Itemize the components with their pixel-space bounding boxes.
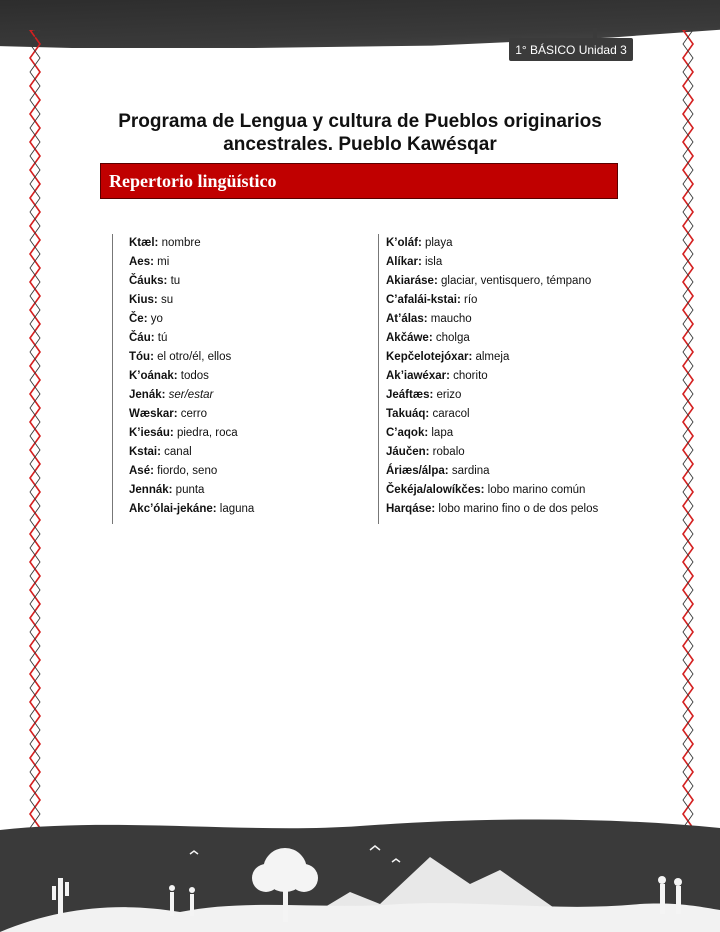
vocabulary-definition: mi <box>157 256 170 268</box>
vocabulary-definition: tú <box>157 332 168 344</box>
vocabulary-term: Áriæs/álpa: <box>386 465 449 477</box>
page-title-line-2: ancestrales. Pueblo Kawésqar <box>223 134 497 155</box>
vocabulary-term: Jeáftæs: <box>386 389 434 401</box>
vocabulary-definition: lobo marino fino o de dos pelos <box>438 503 599 515</box>
vocabulary-term: Asé: <box>129 465 154 477</box>
vocabulary-definition: nombre <box>161 237 201 249</box>
vocabulary-entry <box>386 464 676 483</box>
vocabulary-entry <box>386 293 676 312</box>
right-column-divider <box>378 234 379 524</box>
vocabulary-left-column <box>129 236 369 521</box>
vocabulary-definition: cholga <box>435 332 470 344</box>
vocabulary-definition: robalo <box>432 446 465 458</box>
vocabulary-definition: chorito <box>453 370 488 382</box>
vocabulary-definition: isla <box>425 256 443 268</box>
vocabulary-entry <box>386 350 676 369</box>
section-banner: Repertorio lingüístico <box>100 163 618 199</box>
vocabulary-entry <box>386 331 676 350</box>
vocabulary-term: Jáučen: <box>386 446 430 458</box>
vocabulary-term: C’aqok: <box>386 427 429 439</box>
vocabulary-term: Ktæl: <box>129 237 159 249</box>
vocabulary-entry <box>129 293 369 312</box>
grade-unit-badge: 1° BÁSICO Unidad 3 <box>509 38 633 61</box>
vocabulary-term: C’afalái-kstai: <box>386 294 461 306</box>
vocabulary-term: Kepčelotejóxar: <box>386 351 473 363</box>
vocabulary-entry <box>129 483 369 502</box>
vocabulary-definition: su <box>160 294 174 306</box>
vocabulary-entry <box>129 445 369 464</box>
vocabulary-entry <box>129 388 369 407</box>
vocabulary-definition: tu <box>170 275 181 287</box>
vocabulary-definition: cerro <box>180 408 207 420</box>
vocabulary-term: At’álas: <box>386 313 428 325</box>
vocabulary-definition: glaciar, ventisquero, témpano <box>441 275 592 287</box>
vocabulary-definition: lobo marino común <box>487 484 586 496</box>
vocabulary-definition: laguna <box>219 503 255 515</box>
left-column-divider <box>112 234 113 524</box>
vocabulary-term: Akčáwe: <box>386 332 433 344</box>
vocabulary-term: Kius: <box>129 294 158 306</box>
vocabulary-definition: todos <box>180 370 209 382</box>
vocabulary-definition: erizo <box>436 389 462 401</box>
vocabulary-term: Harqáse: <box>386 503 436 515</box>
vocabulary-entry <box>129 331 369 350</box>
vocabulary-entry <box>386 426 676 445</box>
vocabulary-term: Jennák: <box>129 484 173 496</box>
vocabulary-definition: ser/estar <box>168 389 214 401</box>
vocabulary-entry <box>129 274 369 293</box>
vocabulary-term: Wæskar: <box>129 408 178 420</box>
vocabulary-term: Čekéja/alowíkčes: <box>386 484 485 496</box>
vocabulary-term: Takuáq: <box>386 408 430 420</box>
vocabulary-term: Kstai: <box>129 446 161 458</box>
vocabulary-term: Akc’ólai-jekáne: <box>129 503 217 515</box>
vocabulary-entry <box>386 388 676 407</box>
vocabulary-entry <box>129 426 369 445</box>
vocabulary-term: K’oláf: <box>386 237 422 249</box>
vocabulary-entry <box>386 445 676 464</box>
vocabulary-entry <box>129 255 369 274</box>
vocabulary-definition: el otro/él, ellos <box>157 351 232 363</box>
vocabulary-term: Aes: <box>129 256 154 268</box>
left-decorative-border <box>27 30 43 830</box>
vocabulary-term: Akiaráse: <box>386 275 438 287</box>
vocabulary-entry <box>386 483 676 502</box>
vocabulary-term: K’oának: <box>129 370 178 382</box>
vocabulary-definition: maucho <box>430 313 472 325</box>
vocabulary-entry <box>129 464 369 483</box>
vocabulary-entry <box>386 312 676 331</box>
vocabulary-entry <box>386 255 676 274</box>
vocabulary-definition: caracol <box>432 408 470 420</box>
vocabulary-definition: lapa <box>431 427 454 439</box>
vocabulary-definition: punta <box>175 484 205 496</box>
vocabulary-definition: canal <box>164 446 192 458</box>
border-zigzag-dark <box>683 30 693 828</box>
page-title-line-1: Programa de Lengua y cultura de Pueblos originarios <box>118 111 602 132</box>
vocabulary-entry <box>129 369 369 388</box>
vocabulary-definition: río <box>463 294 478 306</box>
footer-landscape-illustration <box>0 812 720 932</box>
vocabulary-entry <box>129 236 369 255</box>
vocabulary-definition: yo <box>150 313 163 325</box>
vocabulary-entry <box>129 502 369 521</box>
vocabulary-term: Alíkar: <box>386 256 422 268</box>
vocabulary-definition: playa <box>424 237 453 249</box>
vocabulary-definition: piedra, roca <box>176 427 238 439</box>
vocabulary-entry <box>129 407 369 426</box>
vocabulary-definition: almeja <box>475 351 510 363</box>
vocabulary-entry <box>386 236 676 255</box>
vocabulary-entry <box>386 369 676 388</box>
vocabulary-term: Tóu: <box>129 351 154 363</box>
vocabulary-right-column <box>386 236 676 521</box>
vocabulary-entry <box>386 407 676 426</box>
vocabulary-definition: fiordo, seno <box>157 465 218 477</box>
vocabulary-definition: sardina <box>451 465 490 477</box>
border-zigzag-dark <box>30 30 40 828</box>
vocabulary-term: Jenák: <box>129 389 166 401</box>
vocabulary-entry <box>129 350 369 369</box>
page-title <box>100 110 620 156</box>
vocabulary-term: Čáu: <box>129 332 155 344</box>
vocabulary-entry <box>386 502 676 521</box>
right-decorative-border <box>680 30 696 830</box>
vocabulary-term: K’iesáu: <box>129 427 174 439</box>
vocabulary-term: Ak’iawéxar: <box>386 370 450 382</box>
vocabulary-term: Čáuks: <box>129 275 168 287</box>
vocabulary-entry <box>386 274 676 293</box>
vocabulary-term: Če: <box>129 313 148 325</box>
vocabulary-entry <box>129 312 369 331</box>
